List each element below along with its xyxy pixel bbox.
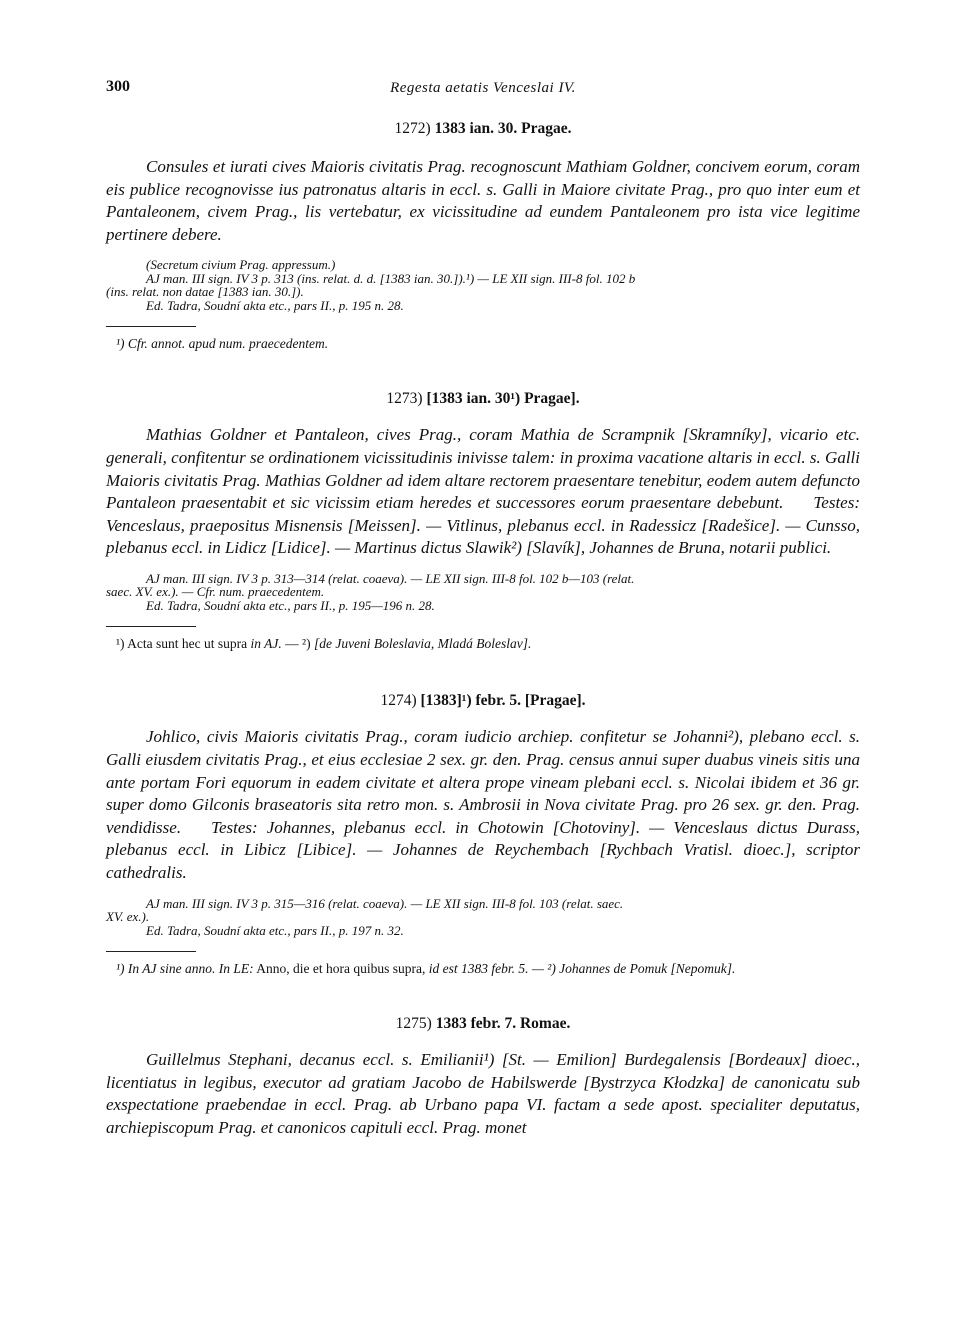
entry-heading	[106, 692, 860, 710]
entry-number: 1274)	[380, 692, 417, 710]
abstract-body: Johlico, civis Maioris civitatis Prag., coram iudicio archiep. confitetur se Johanni²), plebano eccl. s. Galli eiusdem civitatis Prag., et eius ecclesiae 2 sex. gr. den. Prag. census annui super duabus vineis sitis una ante portam Fori equorum in eadem civitate et altera prope vineam plebani eccl. s. Nicolai ibidem et 36 gr. super domo Gilconis braseatoris sita retro mon. s. Ambrosii in Nova civitate Prag. pro 26 sex. gr. den. Prag. vendidisse.	[106, 727, 860, 837]
footnote-text: ¹) Cfr. annot. apud num. praecedentem.	[116, 336, 329, 352]
footnote-rule	[106, 626, 196, 627]
entry-1274	[106, 692, 860, 977]
entry-apparatus	[106, 258, 860, 312]
entry-date: 1383 ian. 30. Pragae.	[434, 120, 572, 137]
apparatus-line: (Secretum civium Prag. appressum.)	[146, 257, 336, 273]
footnote-sep: — ²)	[281, 636, 314, 652]
entry-number: 1272)	[394, 120, 431, 137]
apparatus-line: Ed. Tadra, Soudní akta etc., pars II., p. 195 n. 28.	[146, 297, 404, 313]
footnote	[106, 960, 860, 977]
entry-1273	[106, 390, 860, 652]
entry-date: [1383 ian. 30¹) Pragae].	[426, 390, 580, 408]
abstract-testes: Testes: Johannes, plebanus eccl. in Chotowin [Chotoviny]. — Venceslaus dictus Durass, plebanus eccl. in Libicz [Libice]. — Johannes de Reychembach [Rychbach Vratisl. dioec.], scriptor cathedralis.	[106, 817, 860, 882]
footnote	[106, 335, 860, 352]
entry-apparatus	[106, 897, 860, 938]
entry-heading	[106, 1015, 860, 1033]
apparatus-line: XV. ex.).	[106, 909, 150, 925]
entry-abstract: Consules et iurati cives Maioris civitatis Prag. recognoscunt Mathiam Goldner, concivem eorum, coram eis publice recognovisse ius patronatus altaris in eccl. s. Galli in Maiore civitate Prag., pro quo inter eum et Pantaleonem, civem Prag., lis vertebatur, ex vicissitudine ad eundem Pantaleonem pro ista vice legitime pertinere debere.	[106, 157, 860, 244]
entry-number: 1273)	[386, 390, 423, 408]
apparatus-line: Ed. Tadra, Soudní akta etc., pars II., p. 197 n. 32.	[146, 922, 404, 938]
apparatus-line: AJ man. III sign. IV 3 p. 315—316 (relat. coaeva). — LE XII sign. III-8 fol. 103 (relat. saec.	[146, 895, 624, 911]
apparatus-line: AJ man. III sign. IV 3 p. 313 (ins. relat. d. d. [1383 ian. 30.]).¹) — LE XII sign. III-8 fol. 102 b	[146, 270, 636, 286]
entry-1272	[106, 120, 860, 352]
entry-abstract	[106, 424, 860, 560]
entry-heading	[106, 390, 860, 408]
entry-number: 1275)	[395, 1015, 432, 1033]
entry-1275	[106, 1015, 860, 1139]
journal-title: Regesta aetatis Venceslai IV.	[390, 80, 576, 96]
entry-date: [1383]¹) febr. 5. [Pragae].	[420, 692, 586, 710]
entry-heading	[106, 120, 860, 138]
footnote-text: Anno, die et hora quibus supra,	[253, 961, 429, 977]
footnote-text-2: [de Juveni Boleslavia, Mladá Boleslav].	[313, 636, 532, 652]
entry-abstract: Guillelmus Stephani, decanus eccl. s. Emilianii¹) [St. — Emilion] Burdegalensis [Bordeaux] dioec., licentiatus in legibus, executor ad gratiam Jacobo de Habilswerde [Bystrzyca Kłodzka] de canonicatu sub exspectatione praebendae in eccl. Prag. ab Urbano papa VI. factam a sede apost. specialiter deputatus, archiepiscopum Prag. et canonicos capituli eccl. Prag. monet	[106, 1050, 860, 1137]
abstract-body: Mathias Goldner et Pantaleon, cives Prag., coram Mathia de Scrampnik [Skramníky], vicario etc. generali, confitentur se ordinationem vicissitudinis inivisse talem: in proxima vacatione altaris in eccl. s. Galli Maioris civitatis Prag. Mathias Goldner ad idem altare rectorem praesentare tenebitur, eodem autem defuncto Pantaleon praesentabit et sic vicissim etiam heredes et successores eorum praesentare debebunt.	[106, 425, 860, 513]
footnote-ref: in AJ.	[250, 636, 282, 652]
running-head	[106, 78, 860, 108]
apparatus-line: Ed. Tadra, Soudní akta etc., pars II., p. 195—196 n. 28.	[146, 597, 435, 613]
footnote-ref: id est 1383 febr. 5. — ²) Johannes de Pomuk [Nepomuk].	[428, 961, 736, 977]
apparatus-line: (ins. relat. non datae [1383 ian. 30.]).	[106, 284, 304, 300]
document-page	[106, 78, 860, 1139]
footnote-mark: ¹) In AJ sine anno. In LE:	[116, 961, 254, 977]
footnote-text: Acta sunt hec ut supra	[124, 636, 251, 652]
entry-date: 1383 febr. 7. Romae.	[435, 1015, 571, 1033]
entry-apparatus	[106, 572, 860, 613]
apparatus-line: AJ man. III sign. IV 3 p. 313—314 (relat. coaeva). — LE XII sign. III-8 fol. 102 b—103 (relat.	[146, 570, 635, 586]
abstract-testes: Testes: Venceslaus, praepositus Misnensis [Meissen]. — Vitlinus, plebanus eccl. in Radessicz [Radešice]. — Cunsso, plebanus eccl. in Lidicz [Lidice]. — Martinus dictus Slawik²) [Slavík], Johannes de Bruna, notarii publici.	[106, 493, 860, 558]
footnote-rule	[106, 326, 196, 327]
footnote-mark: ¹)	[116, 636, 125, 652]
apparatus-line: saec. XV. ex.). — Cfr. num. praecedentem.	[106, 584, 325, 600]
footnote	[106, 635, 860, 652]
page-number: 300	[106, 78, 130, 95]
footnote-rule	[106, 951, 196, 952]
entry-abstract	[106, 726, 860, 884]
